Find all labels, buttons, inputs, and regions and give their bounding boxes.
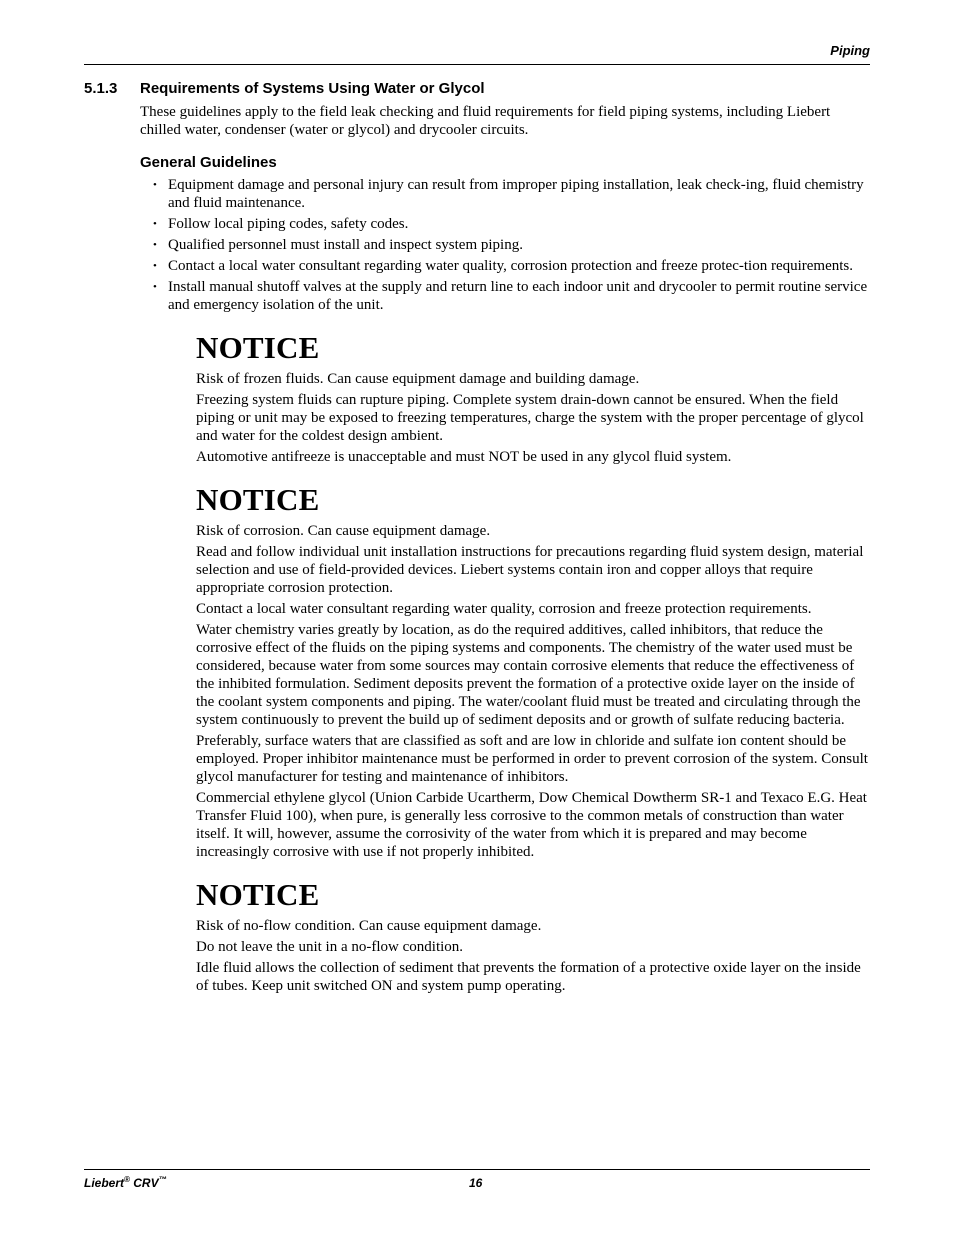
footer-product: Liebert® CRV™ <box>84 1175 167 1190</box>
registered-mark: ® <box>124 1175 130 1184</box>
notice-paragraph: Risk of no-flow condition. Can cause equipment damage. <box>196 918 542 934</box>
notice-frozen-fluids <box>196 330 870 466</box>
notice-paragraph: Water chemistry varies greatly by location, as do the required additives, called inhibitors, that reduce the corrosive effect of the fluids on the piping systems and components. The chemistry of the water used must be considered, because water from some sources may contain corrosive elements that reduce the effectiveness of the inhibited formulation. Sediment deposits prevent the formation of a protective oxide layer on the inside of the coolant system components and piping. The water/coolant fluid must be treated and circulating through the system continuously to prevent the build up of sediment deposits and or growth of sulfate reducing bacteria. <box>196 622 861 728</box>
bullet-icon: • <box>153 281 157 293</box>
guidelines-list <box>140 176 870 314</box>
notice-paragraph: Contact a local water consultant regarding water quality, corrosion and freeze protection requirements. <box>196 601 812 617</box>
notice-paragraph: Preferably, surface waters that are classified as soft and are low in chloride and sulfate ion content should be employed. Proper inhibitor maintenance must be performed in order to prevent corrosion of the system. Consult glycol manufacturer for testing and maintenance of inhibitors. <box>196 733 868 785</box>
notice-paragraph: Automotive antifreeze is unacceptable and must NOT be used in any glycol fluid system. <box>196 449 732 465</box>
notice-title: NOTICE <box>196 877 320 912</box>
notice-paragraph: Risk of corrosion. Can cause equipment damage. <box>196 523 491 539</box>
bullet-icon: • <box>153 260 157 272</box>
notice-corrosion <box>196 482 870 861</box>
bullet-icon: • <box>153 179 157 191</box>
list-item: • Install manual shutoff valves at the supply and return line to each indoor unit and drycooler to permit routine service and emergency isolation of the unit. <box>153 279 868 313</box>
notice-no-flow <box>196 877 870 995</box>
notice-paragraph: Do not leave the unit in a no-flow condition. <box>196 939 464 955</box>
notice-title: NOTICE <box>196 482 320 517</box>
header-rule <box>84 64 870 65</box>
bullet-icon: • <box>153 218 157 230</box>
notice-paragraph: Commercial ethylene glycol (Union Carbide Ucartherm, Dow Chemical Dowtherm SR-1 and Texaco E.G. Heat Transfer Fluid 100), when pure, is generally less corrosive to the common metals of construction than water itself. It will, however, assume the corrosivity of the water from which it is prepared and may become increasingly corrosive with use if not properly inhibited. <box>196 790 867 860</box>
section-intro: These guidelines apply to the field leak checking and fluid requirements for field piping systems, including Liebert chilled water, condenser (water or glycol) and drycooler circuits. <box>140 104 831 138</box>
list-item: • Qualified personnel must install and inspect system piping. <box>153 237 523 253</box>
notice-title: NOTICE <box>196 330 320 365</box>
notice-paragraph: Read and follow individual unit installation instructions for precautions regarding fluid system design, material selection and use of field-provided devices. Liebert systems contain iron and copper alloys that require appropriate corrosion protection. <box>196 544 864 596</box>
section-title: Requirements of Systems Using Water or Glycol <box>140 80 485 97</box>
header-section-title: Piping <box>830 43 870 58</box>
section-heading <box>84 80 485 97</box>
notice-paragraph: Risk of frozen fluids. Can cause equipment damage and building damage. <box>196 371 640 387</box>
list-item: • Contact a local water consultant regarding water quality, corrosion protection and freeze protec-tion requirements. <box>153 258 854 274</box>
bullet-icon: • <box>153 239 157 251</box>
main-content <box>140 103 870 998</box>
list-item: • Follow local piping codes, safety codes. <box>153 216 409 232</box>
footer-rule <box>84 1169 870 1170</box>
notice-paragraph: Freezing system fluids can rupture piping. Complete system drain-down cannot be ensured. When the field piping or unit may be exposed to freezing temperatures, charge the system with the proper percentage of glycol and water for the coldest design ambient. <box>196 392 864 444</box>
page-number: 16 <box>469 1176 483 1190</box>
notice-paragraph: Idle fluid allows the collection of sediment that prevents the formation of a protective oxide layer on the inside of tubes. Keep unit switched ON and system pump operating. <box>196 960 861 994</box>
trademark-mark: ™ <box>158 1175 167 1184</box>
list-item: • Equipment damage and personal injury can result from improper piping installation, leak check-ing, fluid chemistry and fluid maintenance. <box>153 177 864 211</box>
section-number: 5.1.3 <box>84 80 118 97</box>
guidelines-heading: General Guidelines <box>140 154 277 171</box>
